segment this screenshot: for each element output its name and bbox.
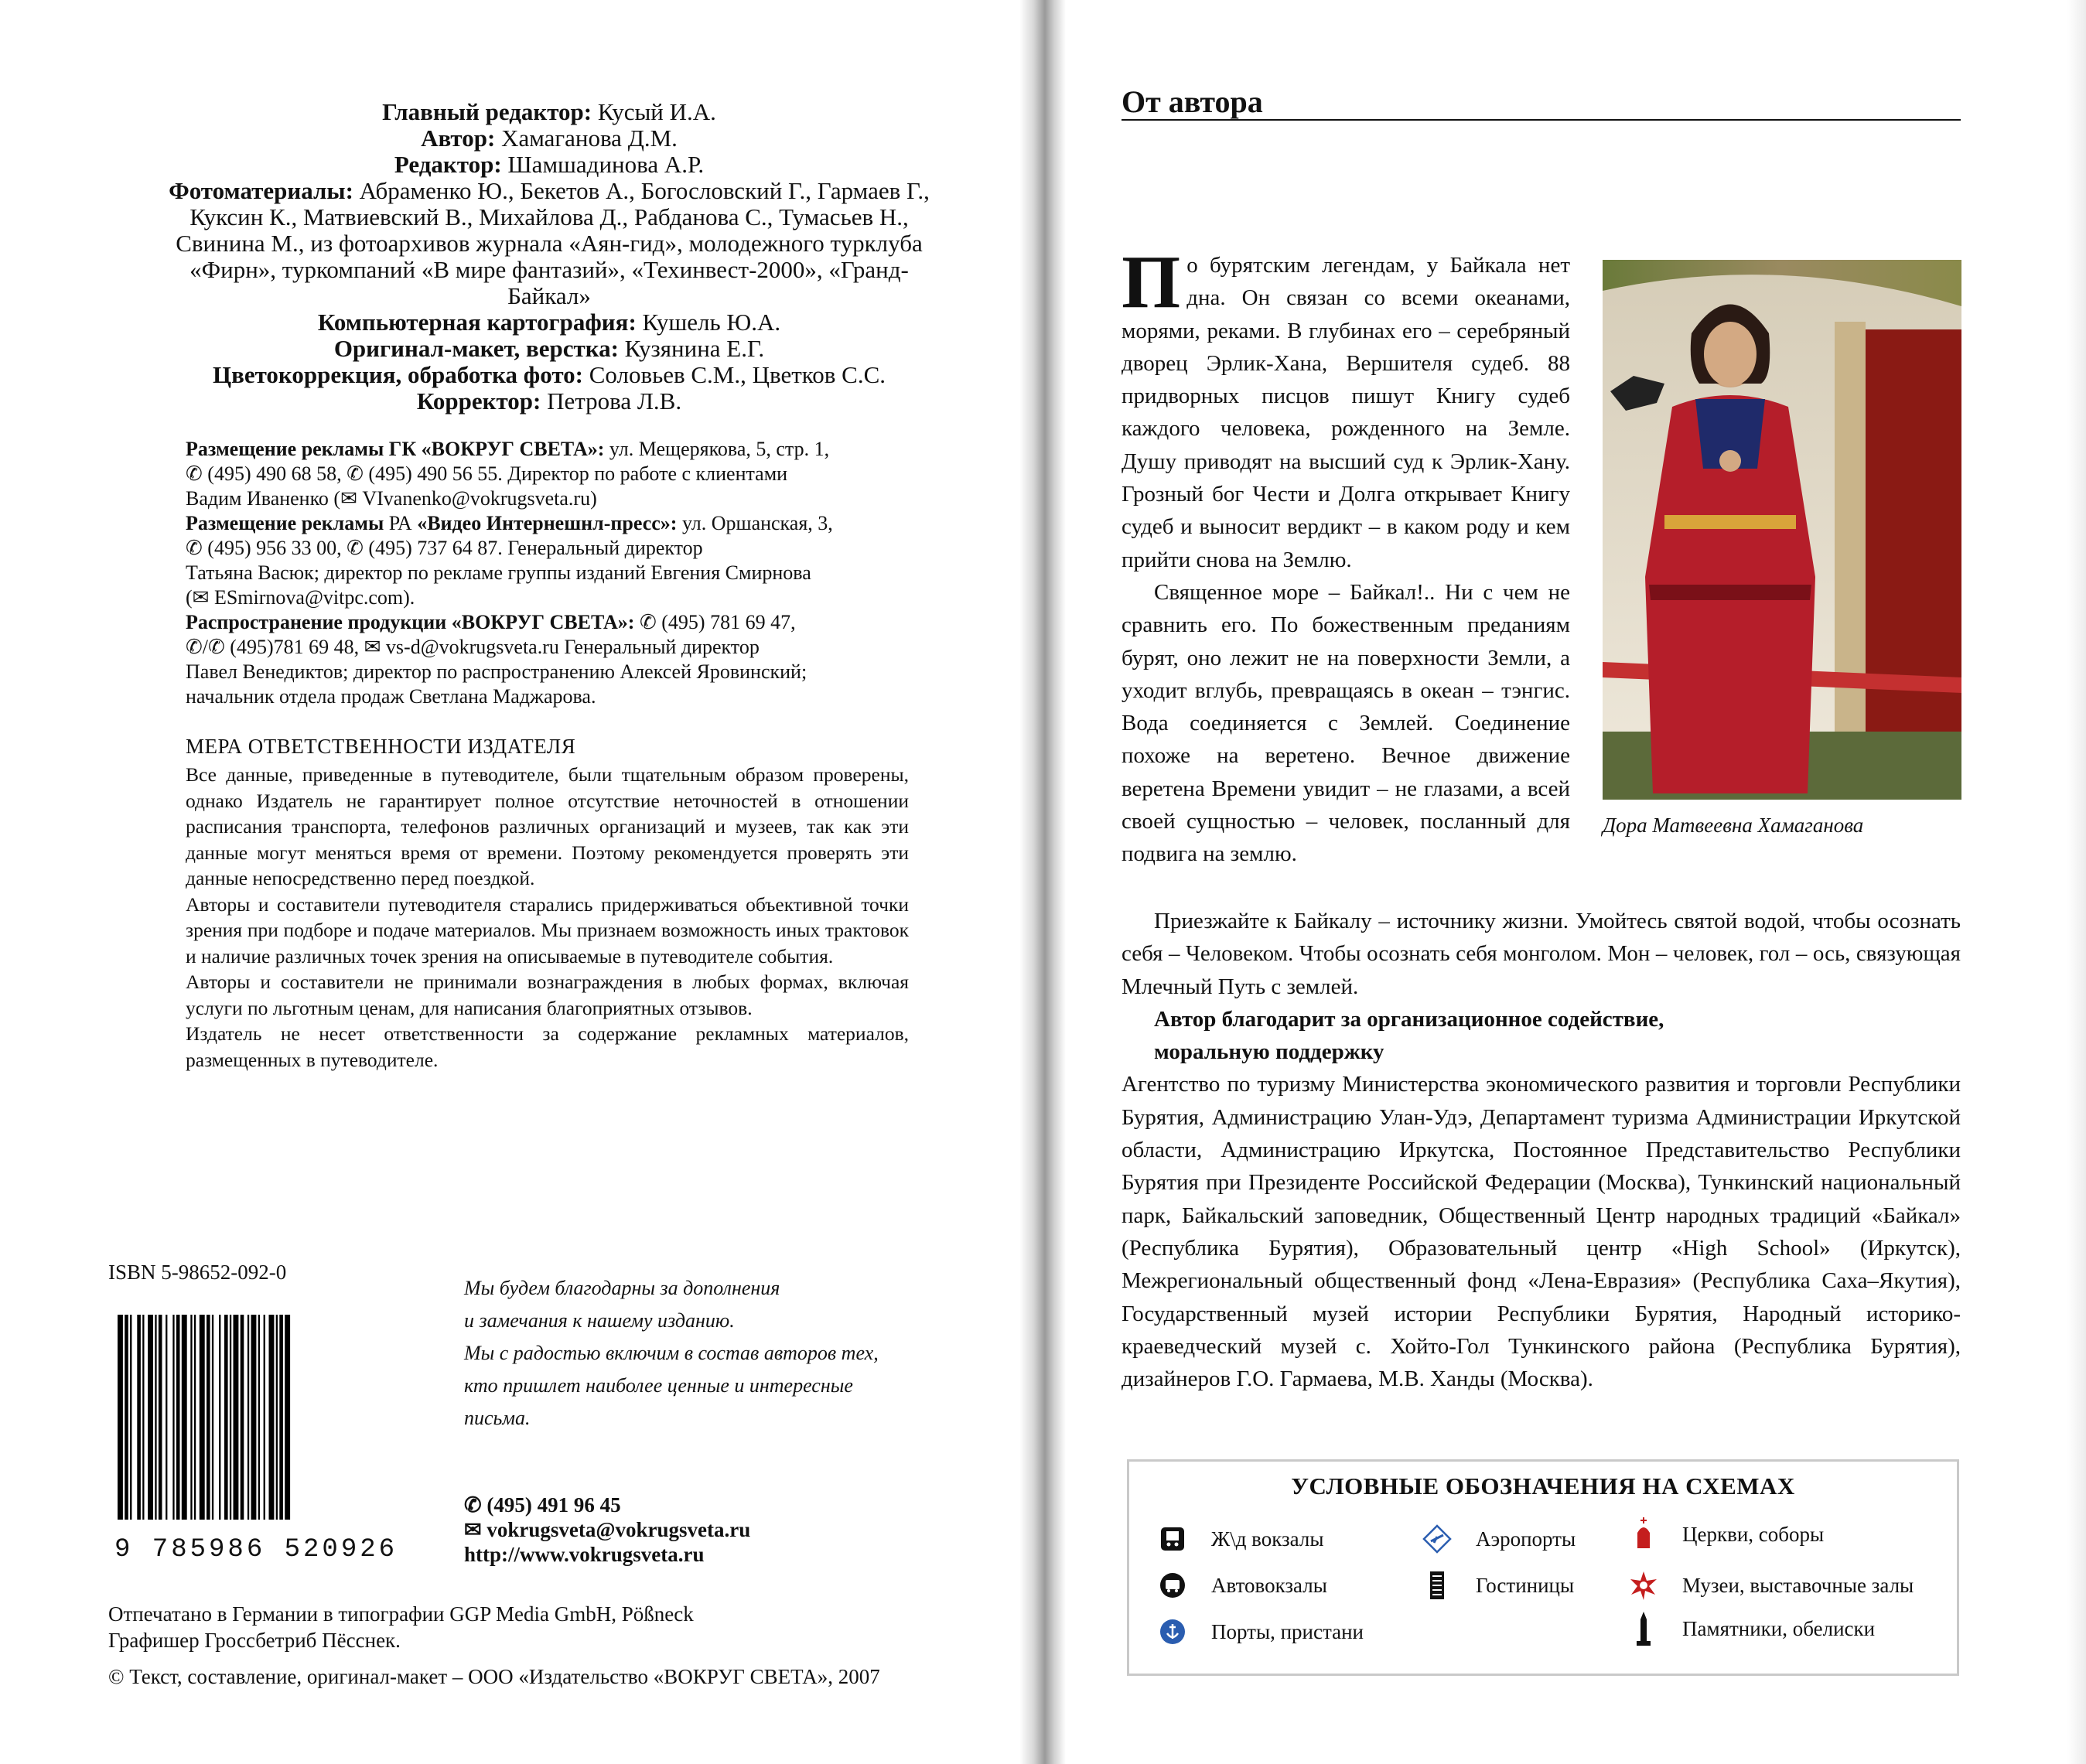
thanks-note: Мы будем благодарны за дополнения и замечания к нашему изданию. Мы с радостью включим в состав авторов тех, кто пришлет наиболее ценные и интересные письма. [464,1277,879,1429]
section-title: От автора [1122,84,1263,119]
museum-star-icon [1628,1570,1659,1601]
legend-item: Церкви, соборы [1628,1519,1824,1550]
left-page [0,0,1021,1764]
credits-block [155,99,944,415]
isbn: ISBN 5-98652-092-0 [108,1261,287,1284]
anchor-port-icon [1157,1616,1188,1647]
responsibility-title: МЕРА ОТВЕТСТВЕННОСТИ ИЗДАТЕЛЯ [186,735,576,758]
church-icon [1628,1519,1659,1550]
drop-cap: П [1122,241,1181,324]
phone-fax-icon: ✆/✆ [186,636,225,658]
contacts [464,1493,750,1567]
ack-text: Агентство по туризму Министерства экономического развития и торговли Республики Бурятия, Администрацию Улан-Удэ, Департамент туризма Администрации Иркутской области, Администрацию Иркутска, Постоянное Представительство Республики Бурятия при Президенте Российской Федерации (Москва), Тункинский национальный парк, Байкальский заповедник, Общественный Центр народных традиций «Байкал» (Республика Бурятия), Образовательный центр «High School» (Иркутск), Межрегиональный общественный фонд «Лена-Евразия» (Республика Саха–Якутия), Государственный музей истории Республики Бурятия, Народный историко-краеведческий музей с. Хойто-Гол Тункинского района (Республика Бурятия), дизайнеров Г.О. Гармаева, М.В. Ханды (Москва). [1122,1072,1961,1392]
mail-icon: ✉ [364,636,381,658]
credit-line: Компьютерная картография: Кушель Ю.А. [317,309,781,336]
legend-item: Гостиницы [1422,1570,1574,1601]
legend-item: Ж\д вокзалы [1157,1523,1324,1554]
contact-url[interactable]: http://www.vokrugsveta.ru [464,1543,705,1566]
phone-icon: ✆ [186,462,208,485]
barcode [116,1315,425,1520]
mail-icon: ✉ [464,1518,487,1541]
contact-email[interactable]: vokrugsveta@vokrugsveta.ru [487,1518,751,1541]
credit-line: Редактор: Шамшадинова А.Р. [394,151,705,178]
airplane-icon [1422,1523,1453,1554]
photo-caption: Дора Матвеевна Хамаганова [1603,814,1864,837]
credit-line: Корректор: Петрова Л.В. [416,387,682,415]
phone-icon: ✆ [464,1493,487,1517]
intro-text: По бурятским легендам, у Байкала нет дна. Он связан со всеми океанами, морями, реками. В глубинах его – серебряный дворец Эрлик-Хана, Вершителя судеб. 88 придворных писцов пишут Книгу судеб каждого человека, рожденного на Земле. Душу приводят на высший суд к Эрлик-Хану. Грозный бог Чести и Долга открывает Книгу судеб и выносит вердикт – в каком роду и кем прийти снова на Землю. Священное море – Байкал!.. Ни с чем не сравнить его. По божественным преданиям бурят, оно лежит не на поверхности Земли, а уходит вглубь, превращаясь в океан – тэнгис. Вода соединяется с Землей. Соединение похоже на веретено. Вечное движение веретена Времени увидит – не глазами, а всей своей сущностью – человек, посланный для подвига на землю. [1122,241,1570,867]
legend-item: Автовокзалы [1157,1570,1327,1601]
credit-line: Автор: Хамаганова Д.М. [421,125,678,152]
main-text: Приезжайте к Байкалу – источнику жизни. Умойтесь святой водой, чтобы осознать себя – Человеком. Чтобы осознать себя монголом. Мон – человек, гол – ось, связующая Млечный Путь с землей. Автор благодарит за организационное содействие, моральную поддержку Агентство по туризму Министерства экономического развития и торговли Республики Бурятия, Администрацию Улан-Удэ, Департамент туризма Администрации Иркутской области, Администрацию Иркутска, Постоянное Представительство Республики Бурятия при Президенте Российской Федерации (Москва), Тункинский национальный парк, Байкальский заповедник, Общественный Центр народных традиций «Байкал» (Республика Бурятия), Образовательный центр «High School» (Иркутск), Межрегиональный общественный фонд «Лена-Евразия» (Республика Саха–Якутия), Государственный музей истории Республики Бурятия, Народный историко-краеведческий музей с. Хойто-Гол Тункинского района (Республика Бурятия), дизайнеров Г.О. Гармаева, М.В. Ханды (Москва). [1122,905,1961,1395]
legend-item: Музеи, выставочные залы [1628,1570,1914,1601]
bus-station-icon [1157,1570,1188,1601]
mail-icon: ✉ [192,586,210,609]
legend-item: Аэропорты [1422,1523,1576,1554]
author-photo [1603,260,1961,800]
title-rule [1122,119,1961,121]
fax-icon: ✆ [347,462,369,485]
credit-line: Фотоматериалы: Абраменко Ю., Бекетов А., Богословский Г., Гармаев Г., Куксин К., Матвиевский В., Михайлова Д., Рабданова С., Тумасьев Н., Свинина М., из фотоархивов журнала «Аян-гид», молодежного турклуба «Фирн», туркомпаний «В мире фантазий», «Техинвест-2000», «Гранд-Байкал» [169,177,930,309]
hotel-icon [1422,1570,1453,1601]
phone-icon: ✆ [186,537,208,559]
page-edge [2067,0,2086,1764]
train-station-icon [1157,1523,1188,1554]
barcode-digits: 9 785986 520926 [114,1535,398,1564]
legend-title: УСЛОВНЫЕ ОБОЗНАЧЕНИЯ НА СХЕМАХ [1291,1472,1795,1500]
printed-info: Отпечатано в Германии в типографии GGP Media GmbH, Pößneck Графишер Гроссбетриб Пёсснек. [108,1602,694,1652]
contact-phone: (495) 491 96 45 [487,1493,621,1517]
map-legend [1127,1459,1959,1676]
credit-line: Оригинал-макет, верстка: Кузянина Е.Г. [333,335,765,362]
phone-icon: ✆ [634,611,657,633]
advertising-block: Размещение рекламы ГК «ВОКРУГ СВЕТА»: ул. Мещерякова, 5, стр. 1, ✆ (495) 490 68 58, ✆ (495) 490 56 55. Директор по работе с клиентами Вадим Иваненко (✉ VIvanenko@vokrugsveta.ru) Размещение рекламы РА «Видео Интернешнл-пресс»: ул. Оршанская, 3, ✆ (495) 956 33 00, ✆ (495) 737 64 87. Генеральный директор Татьяна Васюк; директор по рекламе группы изданий Евгения Смирнова (✉ ESmirnova@vitpc.com). Распространение продукции «ВОКРУГ СВЕТА»: ✆ (495) 781 69 47, ✆/✆ (495)781 69 48, ✉ vs-d@vokrugsveta.ru Генеральный директор Павел Венедиктов; директор по распространению Алексей Яровинский; начальник отдела продаж Светлана Маджарова. [186,438,833,708]
credit-line: Цветокоррекция, обработка фото: Соловьев С.М., Цветков С.С. [213,361,886,388]
obelisk-icon [1628,1613,1659,1644]
fax-icon: ✆ [347,537,369,559]
credit-line: Главный редактор: Кусый И.А. [382,98,716,125]
legend-item: Порты, пристани [1157,1616,1364,1647]
ack-title: Автор благодарит за организационное содействие, [1154,1006,1664,1032]
legend-item: Памятники, обелиски [1628,1613,1875,1644]
copyright: © Текст, составление, оригинал-макет – ООО «Издательство «ВОКРУГ СВЕТА», 2007 [108,1665,880,1688]
responsibility-text: Все данные, приведенные в путеводителе, были тщательным образом проверены, однако Издатель не гарантирует полное отсутствие неточностей в отношении расписания транспорта, телефонов различных организаций и музеев, так как эти данные могут меняться время от времени. Поэтому рекомендуется проверять эти данные непосредственно перед поездкой. Авторы и составители путеводителя старались придерживаться объективной точки зрения при подборе и подаче материалов. Мы признаем возможность иных трактовок и наличие различных точек зрения на описываемые в путеводителе события. Авторы и составители не принимали вознаграждения в любых формах, включая услуги по льготным ценам, для написания благоприятных отзывов. Издатель не несет ответственности за содержание рекламных материалов, размещенных в путеводителе. [186,763,909,1071]
mail-icon: ✉ [340,487,357,510]
